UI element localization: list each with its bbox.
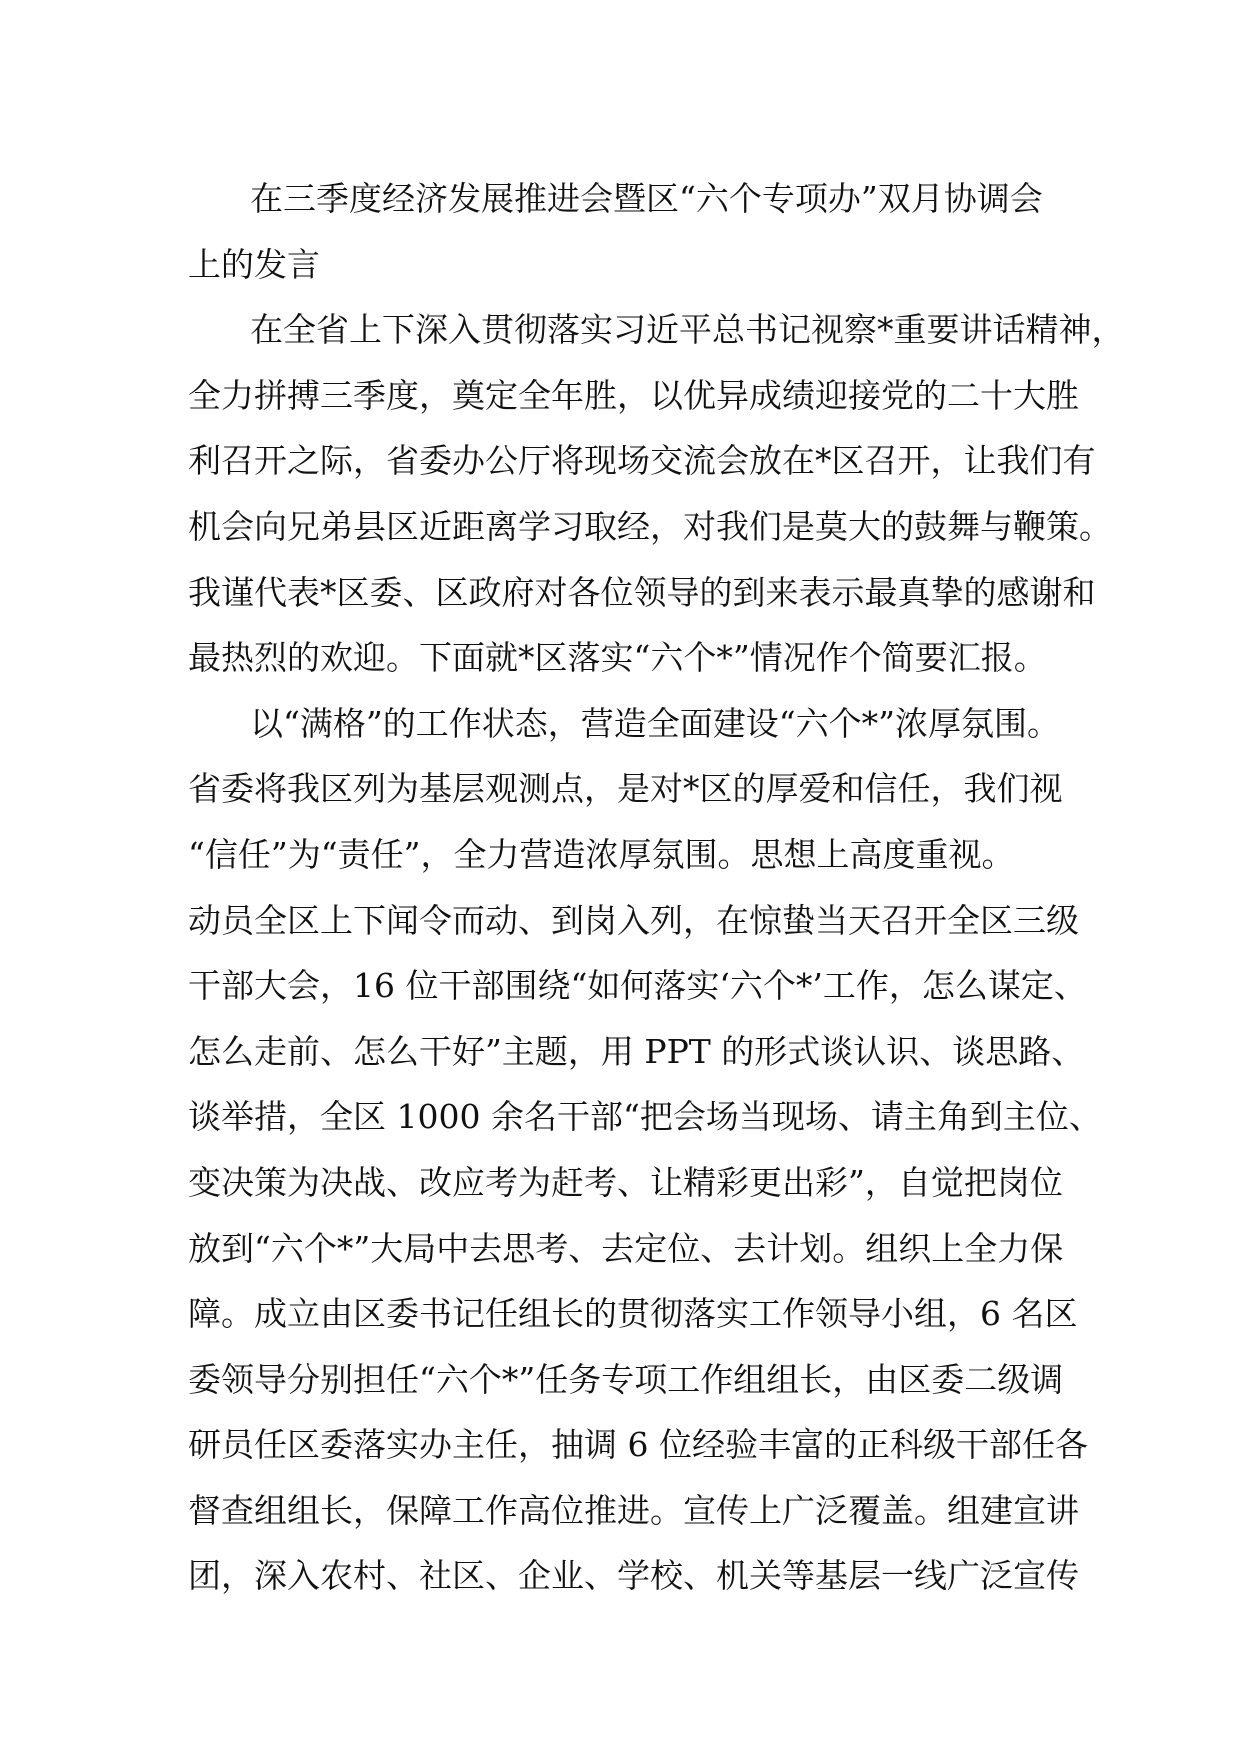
paragraph-line: 干部大会，16 位干部围绕“如何落实‘六个*’工作，怎么谋定、 (188, 966, 1087, 1006)
paragraph-line: 动员全区上下闻令而动、到岗入列，在惊蛰当天召开全区三级 (188, 900, 1079, 940)
paragraph-line: 以“满格”的工作状态，营造全面建设“六个*”浓厚氛围。 (250, 703, 1060, 743)
paragraph-line: 变决策为决战、改应考为赶考、让精彩更出彩”，自觉把岗位 (188, 1162, 1063, 1202)
paragraph-line: 利召开之际，省委办公厅将现场交流会放在*区召开，让我们有 (188, 441, 1096, 481)
paragraph-atmosphere (188, 691, 1102, 1609)
paragraph-opening (188, 297, 1125, 691)
paragraph-line: 机会向兄弟县区近距离学习取经，对我们是莫大的鼓舞与鞭策。 (188, 506, 1112, 546)
paragraph-line: 督查组组长，保障工作高位推进。宣传上广泛覆盖。组建宣讲 (188, 1490, 1079, 1530)
paragraph-line: 谈举措，全区 1000 余名干部“把会场当现场、请主角到主位、 (188, 1097, 1102, 1137)
paragraph-line: 省委将我区列为基层观测点，是对*区的厚爱和信任，我们视 (188, 769, 1063, 809)
paragraph-line: 团，深入农村、社区、企业、学校、机关等基层一线广泛宣传 (188, 1556, 1079, 1596)
title-line: 在三季度经济发展推进会暨区“六个专项办”双月协调会 (250, 179, 1043, 218)
document-body (188, 166, 1125, 1609)
paragraph-line: 怎么走前、怎么干好”主题，用 PPT 的形式谈认识、谈思路、 (188, 1031, 1085, 1071)
title-line: 上的发言 (188, 244, 320, 284)
paragraph-line: 在全省上下深入贯彻落实习近平总书记视察*重要讲话精神， (250, 310, 1125, 350)
document-title (188, 166, 1068, 297)
paragraph-line: 全力拼搏三季度，奠定全年胜，以优异成绩迎接党的二十大胜 (188, 375, 1079, 415)
paragraph-line: 放到“六个*”大局中去思考、去定位、去计划。组织上全力保 (188, 1228, 1064, 1268)
paragraph-line: 委领导分别担任“六个*”任务专项工作组组长，由区委二级调 (188, 1359, 1064, 1399)
paragraph-line: 障。成立由区委书记任组长的贯彻落实工作领导小组，6 名区 (188, 1294, 1078, 1334)
paragraph-line: 我谨代表*区委、区政府对各位领导的到来表示最真挚的感谢和 (188, 572, 1096, 612)
paragraph-line: “信任”为“责任”，全力营造浓厚氛围。思想上高度重视。 (188, 834, 1015, 874)
paragraph-line: 最热烈的欢迎。下面就*区落实“六个*”情况作个简要汇报。 (188, 638, 1047, 678)
paragraph-line: 研员任区委落实办主任，抽调 6 位经验丰富的正科级干部任各 (188, 1425, 1088, 1465)
